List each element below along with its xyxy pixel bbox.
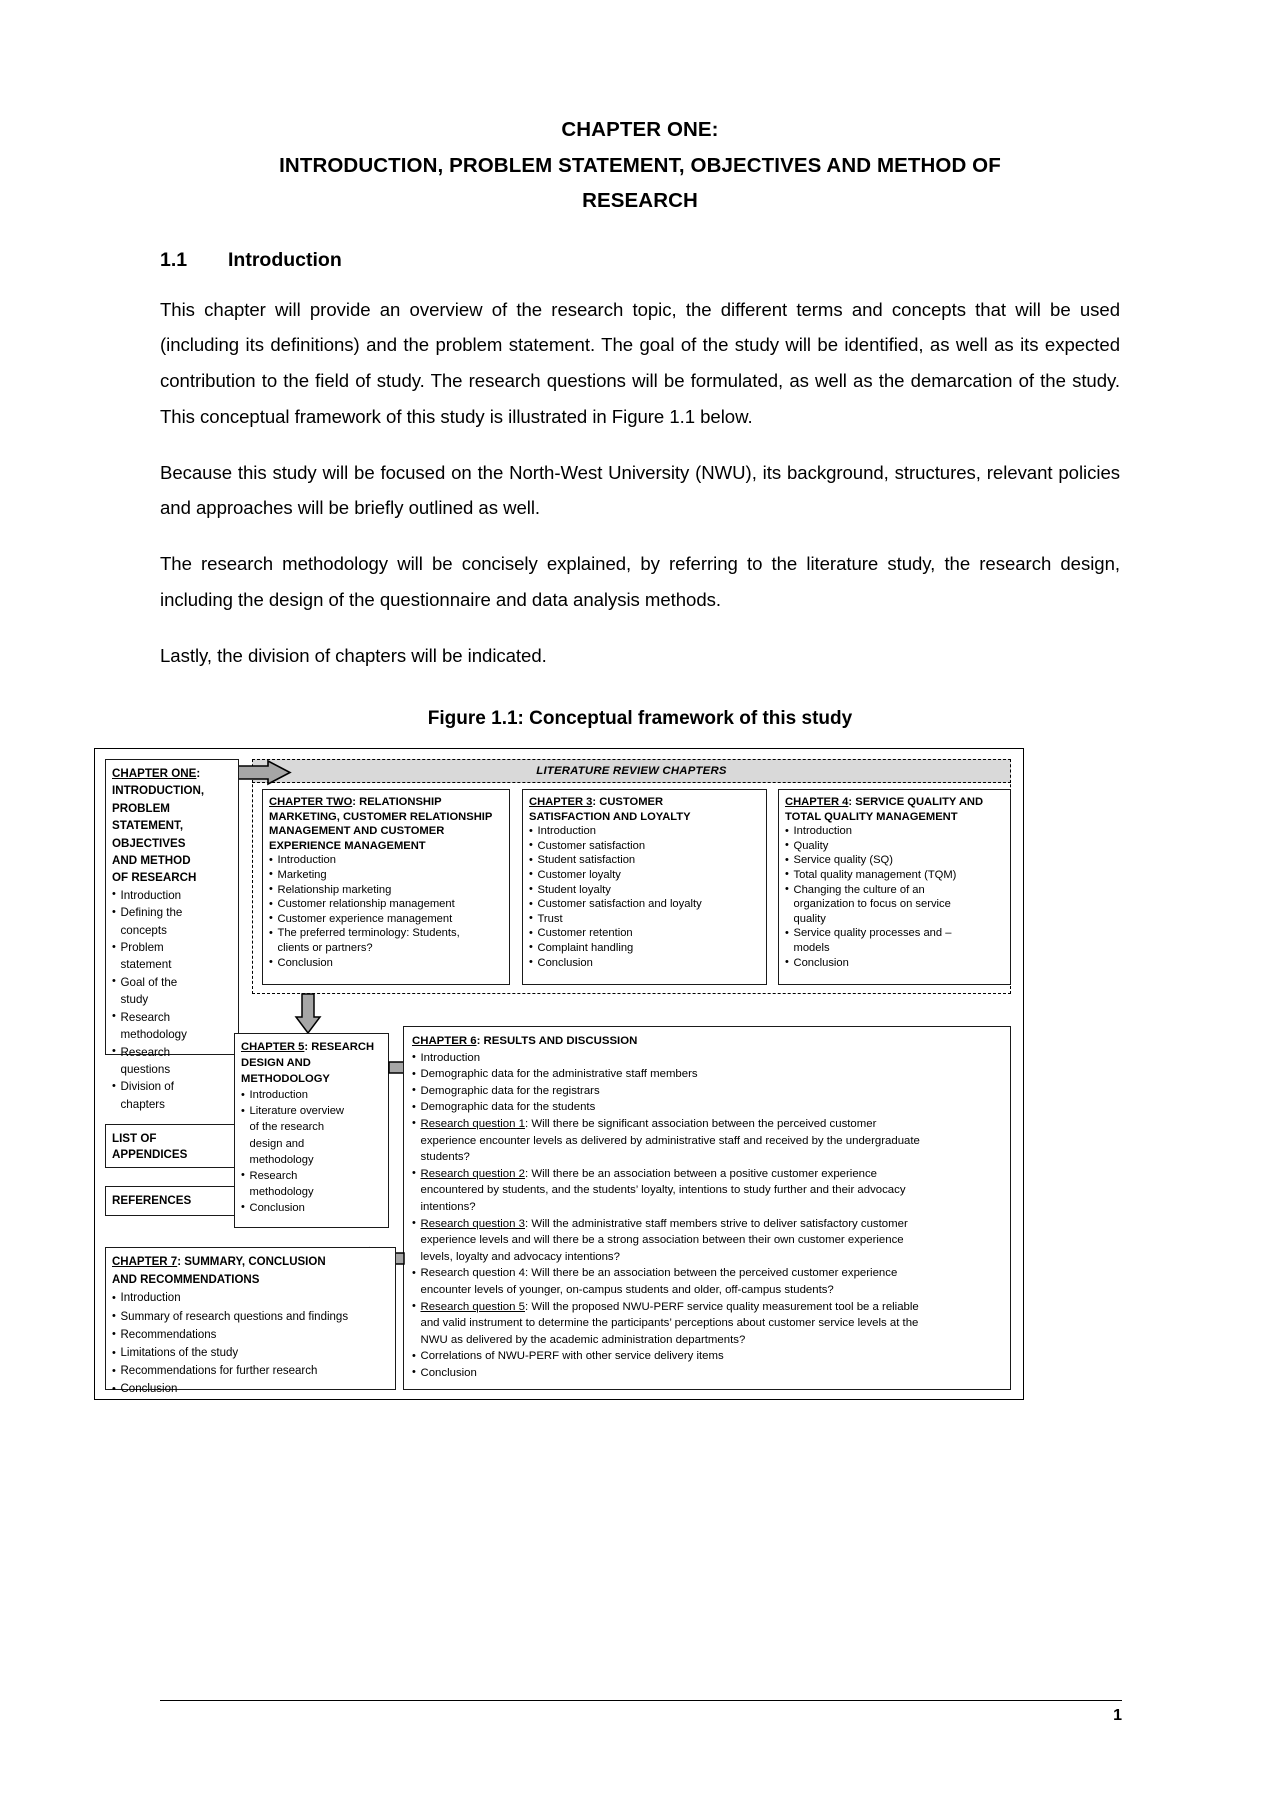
list-item: • Conclusion (785, 956, 1004, 971)
list-item-cont: encountered by students, and the students’ loyalty, intentions to study further and their advocacy (420, 1184, 906, 1197)
list-item-cont: of the research (249, 1121, 325, 1134)
list-item-cont: intentions? (420, 1200, 476, 1213)
list-item: • Marketing (269, 868, 503, 883)
box-chapter-five-heading-l1: DESIGN AND (241, 1057, 311, 1070)
list-item-cont: quality (793, 912, 826, 925)
box-chapter-two-heading-l2: MANAGEMENT AND CUSTOMER (269, 825, 445, 838)
list-item: • Conclusion (112, 1380, 389, 1398)
title-line-3: RESEARCH (582, 189, 698, 212)
box-chapter-four-heading (785, 795, 1004, 810)
list-item-cont: levels, loyalty and advocacy intentions? (420, 1250, 620, 1263)
box-chapter-three-list (529, 824, 760, 970)
paragraph-1: This chapter will provide an overview of the research topic, the different terms and concepts that will be used (including its definitions) and the problem statement. The goal of the study will be identified, as well as its expected contribution to the field of study. The research questions will be formulated, as well as the demarcation of the study. This conceptual framework of this study is illustrated in Figure 1.1 below. (160, 298, 1120, 427)
list-item-cont: NWU as delivered by the academic administration departments? (420, 1333, 746, 1346)
list-item-cont: methodology (249, 1185, 314, 1198)
list-item: • Customer satisfaction (529, 839, 760, 854)
list-item: • Total quality management (TQM) (785, 868, 1004, 883)
box-chapter-five-heading-rest: : RESEARCH (304, 1041, 375, 1053)
box-chapter-one-list (112, 887, 232, 1113)
box-chapter-one-heading-rest: : (196, 767, 201, 780)
list-item: • Introduction (785, 824, 1004, 839)
list-item: • Student loyalty (529, 883, 760, 898)
research-question-5-label: Research question 5 (420, 1300, 525, 1313)
list-item (412, 1216, 1002, 1233)
list-item-cont: chapters (120, 1097, 165, 1111)
box-chapter-six-list (412, 1050, 1002, 1382)
list-item-cont: design and (249, 1137, 305, 1150)
conceptual-framework-figure (94, 748, 1024, 1400)
list-item (412, 1299, 1002, 1316)
box-chapter-three-heading (529, 795, 760, 810)
list-item-cont: clients or partners? (277, 941, 373, 954)
box-chapter-seven-heading-rest: : SUMMARY, CONCLUSION (177, 1256, 326, 1268)
list-item: • Conclusion (412, 1365, 1002, 1382)
list-item: • Demographic data for the registrars (412, 1083, 1002, 1100)
research-question-5-text: : Will the proposed NWU-PERF service quality measurement tool be a reliable (524, 1300, 919, 1313)
box-chapter-seven-heading-l1: AND RECOMMENDATIONS (112, 1274, 260, 1287)
literature-review-banner (252, 759, 1011, 783)
box-chapter-four-list (785, 824, 1004, 970)
list-item-cont: students? (420, 1151, 470, 1164)
list-item: • Introduction (269, 853, 503, 868)
box-chapter-one (105, 759, 239, 1111)
list-item: • Research (112, 1044, 232, 1061)
box-chapter-four-heading-l1: TOTAL QUALITY MANAGEMENT (785, 810, 958, 823)
box-chapter-one-heading-key: CHAPTER ONE (112, 767, 197, 780)
list-item: • Summary of research questions and findings (112, 1308, 389, 1326)
box-chapter-one-heading-l4: OBJECTIVES (112, 836, 186, 850)
box-chapter-five-heading (241, 1039, 382, 1055)
list-item-cont: encounter levels of younger, on-campus students and older, off-campus students? (420, 1283, 834, 1296)
page-number: 1 (1113, 1707, 1122, 1724)
box-chapter-two (262, 789, 510, 985)
list-item: • Demographic data for the students (412, 1099, 1002, 1116)
box-chapter-six-heading-rest: : RESULTS AND DISCUSSION (476, 1035, 638, 1047)
list-item: • Problem (112, 939, 232, 956)
list-item: • Limitations of the study (112, 1344, 389, 1362)
list-item-cont: concepts (120, 923, 167, 937)
list-item: • Goal of the (112, 974, 232, 991)
list-item: • Service quality (SQ) (785, 853, 1004, 868)
list-item-cont: methodology (249, 1153, 314, 1166)
footer-divider (160, 1700, 1122, 1701)
list-item: • Research (241, 1168, 382, 1184)
box-chapter-four (778, 789, 1011, 985)
list-item: • Division of (112, 1078, 232, 1095)
section-number: 1.1 (160, 248, 188, 271)
research-question-2-label: Research question 2 (420, 1167, 525, 1180)
paragraph-2: Because this study will be focused on the North-West University (NWU), its background, structures, relevant policies and approaches will be briefly outlined as well. (160, 461, 1120, 519)
list-item: • Customer satisfaction and loyalty (529, 897, 760, 912)
page-title (160, 0, 1120, 219)
box-chapter-five-heading-key: CHAPTER 5 (241, 1041, 305, 1053)
box-references (105, 1186, 239, 1216)
box-list-of-appendices (105, 1124, 239, 1168)
list-item: • Customer experience management (269, 912, 503, 927)
section-title: Introduction (228, 248, 342, 271)
box-chapter-one-heading-l1: INTRODUCTION, (112, 784, 205, 798)
box-chapter-three-heading-l1: SATISFACTION AND LOYALTY (529, 810, 691, 823)
box-chapter-one-heading-l3: STATEMENT, (112, 819, 184, 833)
list-item: • Defining the (112, 904, 232, 921)
box-chapter-two-heading-l3: EXPERIENCE MANAGEMENT (269, 839, 426, 852)
list-item-cont: organization to focus on service (793, 898, 951, 911)
box-chapter-seven-list (112, 1289, 389, 1398)
list-of-appendices-line-1: LIST OF (112, 1132, 157, 1145)
list-item: • Complaint handling (529, 941, 760, 956)
list-item: • Customer retention (529, 926, 760, 941)
list-item: • Quality (785, 839, 1004, 854)
list-item: • Introduction (412, 1050, 1002, 1067)
box-chapter-two-heading (269, 795, 503, 810)
box-chapter-three-heading-rest: : CUSTOMER (592, 796, 664, 808)
list-item: • Service quality processes and – (785, 926, 1004, 941)
references-label: REFERENCES (112, 1194, 192, 1207)
list-item: • Conclusion (241, 1200, 382, 1216)
title-line-2: INTRODUCTION, PROBLEM STATEMENT, OBJECTIVES AND METHOD OF (279, 153, 1001, 177)
list-item-cont: models (793, 941, 830, 954)
list-item-cont: experience levels and will there be a strong association between their own customer experience (420, 1234, 904, 1247)
list-item: • Introduction (112, 887, 232, 904)
box-chapter-six-heading-key: CHAPTER 6 (412, 1035, 477, 1047)
list-item: • Relationship marketing (269, 883, 503, 898)
paragraph-3: The research methodology will be concisely explained, by referring to the literature study, the research design, including the design of the questionnaire and data analysis methods. (160, 553, 1120, 611)
list-item-cont: experience encounter levels as delivered by administrative staff and received by the undergraduate (420, 1134, 920, 1147)
list-item: • Demographic data for the administrative staff members (412, 1066, 1002, 1083)
section-heading (160, 249, 1120, 272)
box-chapter-one-heading (112, 765, 232, 782)
box-chapter-two-list (269, 853, 503, 970)
research-question-3-label: Research question 3 (420, 1217, 525, 1230)
box-chapter-three-heading-key: CHAPTER 3 (529, 796, 593, 808)
box-chapter-five-heading-l2: METHODOLOGY (241, 1073, 330, 1086)
box-chapter-five (234, 1033, 389, 1228)
title-line-1: CHAPTER ONE: (561, 118, 719, 141)
list-item: • Customer loyalty (529, 868, 760, 883)
list-item: • Correlations of NWU-PERF with other service delivery items (412, 1348, 1002, 1365)
box-chapter-three (522, 789, 767, 985)
box-chapter-one-heading-l5: AND METHOD (112, 854, 191, 868)
list-item: • Introduction (112, 1289, 389, 1307)
list-item-cont: methodology (120, 1028, 187, 1042)
list-item: • Recommendations (112, 1326, 389, 1344)
list-item: • Introduction (241, 1087, 382, 1103)
paragraph-4: Lastly, the division of chapters will be indicated. (160, 644, 547, 666)
list-item-cont: questions (120, 1062, 171, 1076)
literature-review-banner-label: LITERATURE REVIEW CHAPTERS (536, 765, 727, 777)
research-question-1-label: Research question 1 (420, 1117, 525, 1130)
box-chapter-two-heading-rest: : RELATIONSHIP (352, 796, 442, 808)
research-question-1-text: : Will there be significant association between the perceived customer (524, 1117, 877, 1130)
box-chapter-seven (105, 1247, 396, 1396)
list-item: • Trust (529, 912, 760, 927)
list-item: • Conclusion (269, 956, 503, 971)
list-item: • Changing the culture of an (785, 883, 1004, 898)
box-chapter-one-heading-l2: PROBLEM (112, 801, 170, 815)
research-question-3-text: : Will the administrative staff members strive to deliver satisfactory customer (524, 1217, 908, 1230)
list-item-cont: statement (120, 958, 172, 972)
box-chapter-two-heading-l1: MARKETING, CUSTOMER RELATIONSHIP (269, 810, 493, 823)
arrow-chapter-one-to-literature (230, 760, 292, 786)
list-item: • Conclusion (529, 956, 760, 971)
box-chapter-five-list (241, 1087, 382, 1216)
list-item: • Introduction (529, 824, 760, 839)
list-item: • Customer relationship management (269, 897, 503, 912)
list-of-appendices-line-2: APPENDICES (112, 1148, 188, 1161)
list-item-cont: study (120, 993, 149, 1007)
list-item: • Research question 4: Will there be an association between the perceived customer experience (412, 1265, 1002, 1282)
research-question-2-text: : Will there be an association between a positive customer experience (524, 1167, 878, 1180)
box-chapter-one-heading-l6: OF RESEARCH (112, 871, 197, 885)
box-chapter-seven-heading (112, 1253, 389, 1271)
list-item: • Student satisfaction (529, 853, 760, 868)
list-item: • Literature overview (241, 1103, 382, 1119)
arrow-chapter-two-to-chapter-five (294, 993, 322, 1035)
box-chapter-four-heading-rest: : SERVICE QUALITY AND (848, 796, 984, 808)
box-chapter-seven-heading-key: CHAPTER 7 (112, 1256, 178, 1268)
box-chapter-six-heading (412, 1033, 1002, 1050)
list-item: • Research (112, 1009, 232, 1026)
list-item-cont: and valid instrument to determine the participants’ perceptions about customer service levels at the (420, 1317, 919, 1330)
list-item: • Recommendations for further research (112, 1362, 389, 1380)
box-chapter-six (403, 1026, 1011, 1390)
list-item (412, 1166, 1002, 1183)
list-item: • The preferred terminology: Students, (269, 926, 503, 941)
list-item (412, 1116, 1002, 1133)
box-chapter-four-heading-key: CHAPTER 4 (785, 796, 849, 808)
box-chapter-two-heading-key: CHAPTER TWO (269, 796, 353, 808)
figure-caption: Figure 1.1: Conceptual framework of this study (427, 707, 853, 729)
